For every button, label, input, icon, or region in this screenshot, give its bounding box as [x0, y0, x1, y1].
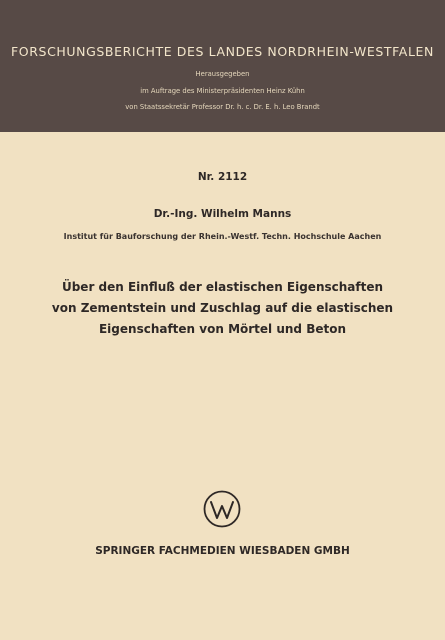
series-title: FORSCHUNGSBERICHTE DES LANDES NORDRHEIN-WESTFALEN: [11, 44, 434, 59]
report-number: Nr. 2112: [197, 171, 248, 183]
author-name: Dr.-Ing. Wilhelm Manns: [153, 208, 292, 220]
editor-line-3: von Staatssekretär Professor Dr. h. c. Dr. E. h. Leo Brandt: [125, 103, 320, 111]
title-line-3: Eigenschaften von Mörtel und Beton: [98, 322, 346, 336]
header-band: [0, 0, 445, 132]
title-line-1: Über den Einfluß der elastischen Eigenschaften: [61, 280, 384, 294]
title-line-2: von Zementstein und Zuschlag auf die elastischen: [51, 301, 394, 315]
publisher-logo-icon: [203, 490, 241, 528]
editor-line-2: im Auftrage des Ministerpräsidenten Heinz Kühn: [140, 87, 305, 95]
editor-line-1: Herausgegeben: [195, 70, 250, 78]
publisher-name: SPRINGER FACHMEDIEN WIESBADEN GMBH: [95, 545, 350, 557]
institute-name: Institut für Bauforschung der Rhein.-Westf. Techn. Hochschule Aachen: [63, 232, 382, 241]
